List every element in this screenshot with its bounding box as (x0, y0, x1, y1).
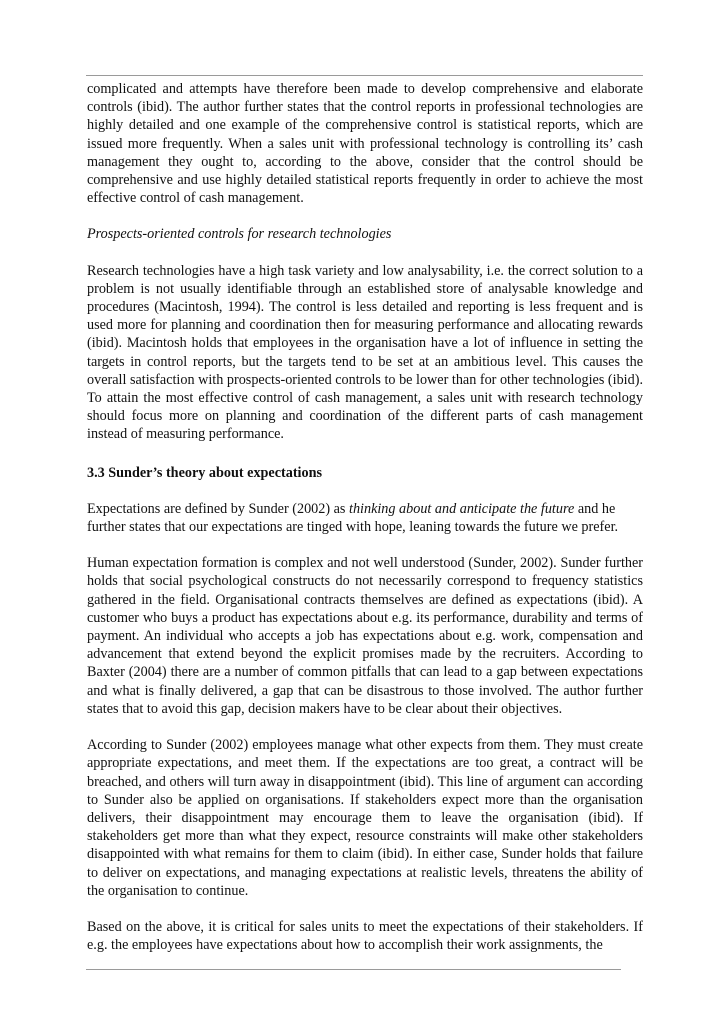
paragraph-sales-units-stakeholders: Based on the above, it is critical for sales units to meet the expectations of their stakeholders. If e.g. the employees have expectations about how to accomplish their work assignments, the (87, 918, 643, 954)
expectations-text-after: and he further states that our expectations are tinged with hope, leaning towards the future we prefer. (87, 500, 619, 536)
expectations-emphasis: thinking about and anticipate the future (349, 500, 575, 517)
paragraph-professional-controls: complicated and attempts have therefore been made to develop comprehensive and elaborate controls (ibid). The author further states that the control reports in professional technologies are highly detailed and one example of the comprehensive control is statistical reports, which are issued more frequently. When a sales unit with professional technology is controlling its’ cash management they ought to, according to the above, consider that the control should be comprehensive and use highly detailed statistical reports frequently in order to achieve the most effective control of cash management. (87, 81, 643, 207)
section-heading-sunders-theory: 3.3 Sunder’s theory about expectations (87, 464, 323, 481)
paragraph-research-technologies: Research technologies have a high task variety and low analysability, i.e. the correct solution to a problem is not usually identifiable through an established store of analysable knowledge and procedures (Macintosh, 1994). The control is less detailed and reporting is less frequent and is used more for planning and coordination then for measuring performance and allocating rewards (ibid). Macintosh holds that employees in the organisation have a lot of influence in setting the targets in control reports, but the targets tend to be set at an ambitious level. This causes the overall satisfaction with prospects-oriented controls to be lower than for other technologies (ibid). To attain the most effective control of cash management, a sales unit with research technology should focus more on planning and coordination of the different parts of cash management instead of measuring performance. (87, 262, 643, 443)
expectations-text-before: Expectations are defined by Sunder (2002) as (87, 500, 349, 517)
paragraph-expectations-definition (87, 500, 643, 536)
paragraph-expectation-formation: Human expectation formation is complex and not well understood (Sunder, 2002). Sunder further holds that social psychological constructs do not necessarily correspond to frequency statistics gathered in the field. Organisational contracts themselves are defined as expectations (ibid). A customer who buys a product has expectations about e.g. its performance, durability and terms of payment. An individual who accepts a job has expectations about e.g. work, compensation and advancement that extend beyond the explicit promises made by the recruiters. According to Baxter (2004) there are a number of common pitfalls that can lead to a gap between expectations and what is finally delivered, a gap that can be disastrous to those involved. The author further states that to avoid this gap, decision makers have to be clear about their objectives. (87, 555, 643, 717)
subheading-prospects-oriented-controls: Prospects-oriented controls for research technologies (87, 226, 392, 243)
header-rule (86, 75, 643, 76)
footer-rule (86, 969, 621, 970)
paragraph-managing-expectations: According to Sunder (2002) employees manage what other expects from them. They must create appropriate expectations, and meet them. If the expectations are too great, a contract will be breached, and others will turn away in disappointment (ibid). This line of argument can according to Sunder also be applied on organisations. If stakeholders expect more than the organisation delivers, their disappointment may encourage them to leave the organisation (ibid). If stakeholders get more than what they expect, resource constraints will make other stakeholders disappointed with what remains for them to claim (ibid). In either case, Sunder holds that failure to deliver on expectations, and managing expectations at realistic levels, threatens the ability of the organisation to continue. (87, 737, 643, 899)
page-body (87, 80, 643, 972)
